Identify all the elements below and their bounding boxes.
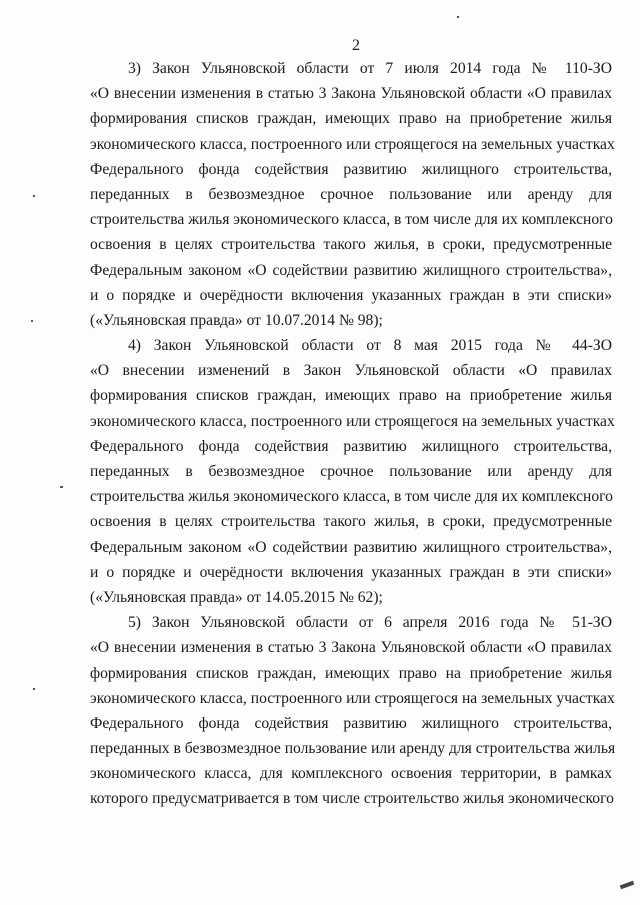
text-line: 5) Закон Ульяновской области от 6 апреля 2016 года № 51-ЗО (128, 614, 612, 632)
scan-speck (33, 688, 35, 690)
text-line: которого предусматривается в том числе строительство жилья экономического (90, 790, 614, 808)
text-line: формирования списков граждан, имеющих право на приобретение жилья (90, 387, 612, 405)
text-line: «О внесении изменения в статью 3 Закона Ульяновской области «О правилах (90, 85, 612, 103)
text-line: переданных в безвозмездное пользование или аренду для строительства жилья (90, 740, 616, 758)
list-item (90, 56, 615, 333)
text-line: и о порядке и очерёдности включения указанных граждан в эти списки» (90, 286, 612, 304)
text-line: формирования списков граждан, имеющих право на приобретение жилья (90, 664, 612, 682)
text-line: освоения в целях строительства такого жилья, в сроки, предусмотренные (90, 236, 612, 254)
text-line: экономического класса, для комплексного освоения территории, в рамках (90, 765, 612, 783)
scan-mark (620, 881, 635, 890)
text-line: переданных в безвозмездное срочное пользование или аренду для (90, 463, 612, 480)
list-item (90, 333, 615, 610)
text-line: формирования списков граждан, имеющих право на приобретение жилья (90, 110, 612, 128)
list-item (90, 610, 616, 812)
scan-speck (33, 195, 35, 197)
text-line: Федерального фонда содействия развитию жилищного строительства, (90, 160, 612, 178)
text-line: экономического класса, построенного или строящегося на земельных участках (90, 412, 615, 430)
text-line: «О внесении изменения в статью 3 Закона Ульяновской области «О правилах (90, 639, 612, 657)
text-line: и о порядке и очерёдности включения указанных граждан в эти списки» (90, 563, 612, 581)
text-line: Федерального фонда содействия развитию жилищного строительства, (90, 714, 612, 732)
scan-speck (457, 16, 459, 18)
text-line: освоения в целях строительства такого жилья, в сроки, предусмотренные (90, 513, 612, 531)
document-body (90, 56, 616, 812)
text-line: строительства жилья экономического класса, в том числе для их комплексного (90, 211, 613, 229)
text-line: «О внесении изменений в Закон Ульяновской области «О правилах (90, 362, 612, 380)
text-line: Федеральным законом «О содействии развитию жилищного строительства», (90, 261, 612, 279)
text-line: экономического класса, построенного или строящегося на земельных участках (90, 135, 615, 153)
text-line: («Ульяновская правда» от 10.07.2014 № 98); (90, 311, 383, 329)
scan-speck (60, 486, 63, 488)
page-number: 2 (352, 37, 360, 54)
text-line: Федерального фонда содействия развитию жилищного строительства, (90, 437, 612, 455)
scan-speck (31, 320, 33, 322)
text-line: («Ульяновская правда» от 14.05.2015 № 62); (90, 588, 383, 606)
text-line: экономического класса, построенного или строящегося на земельных участках (90, 689, 615, 707)
text-line: 4) Закон Ульяновской области от 8 мая 2015 года № 44-ЗО (128, 337, 612, 355)
text-line: 3) Закон Ульяновской области от 7 июля 2014 года № 110-ЗО (128, 60, 612, 77)
text-line: переданных в безвозмездное срочное пользование или аренду для (90, 185, 612, 203)
text-line: Федеральным законом «О содействии развитию жилищного строительства», (90, 538, 612, 556)
text-line: строительства жилья экономического класса, в том числе для их комплексного (90, 488, 613, 506)
